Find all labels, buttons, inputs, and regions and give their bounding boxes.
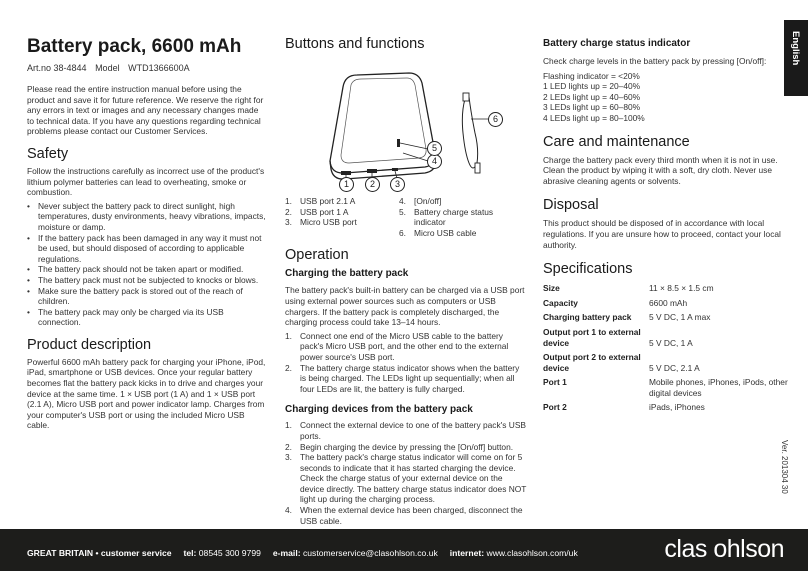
list-item: [285, 331, 527, 363]
charging-text: The battery pack's built-in battery can be charged via a USB port using external power sources such as computers or USB chargers. If the battery pack is completely discharged, the charging process could take 13–14 hours.: [285, 285, 525, 328]
spec-key: Charging battery pack: [543, 312, 632, 323]
part-number: 4.: [399, 196, 406, 206]
spec-key: Capacity: [543, 297, 578, 308]
step-text: Connect one end of the Micro USB cable to the battery pack's Micro USB port, and the other end to the external power source's USB port.: [300, 330, 509, 362]
list-item: [285, 420, 527, 441]
status-list: [543, 71, 788, 124]
part-label: USB port 1 A: [300, 206, 349, 217]
part-label: [On/off]: [414, 196, 442, 206]
list-item: [285, 207, 399, 218]
spec-value: 5 V DC, 1 A: [649, 337, 693, 348]
table-row: [543, 352, 788, 377]
table-row: [543, 327, 788, 352]
spec-value: 6600 mAh: [649, 297, 688, 308]
part-label: Battery charge status indicator: [413, 206, 494, 228]
model-label: Model: [95, 63, 120, 73]
product-heading: Product description: [27, 336, 152, 353]
list-item: • The battery pack must not be subjected to knocks or blows.: [27, 275, 267, 286]
art-number: Art.no 38-4844: [27, 63, 87, 73]
spec-key: Port 1: [543, 377, 567, 388]
list-item: • If the battery pack has been damaged in any way it must not be used, but should disposed of according to applicable regulations.: [27, 233, 267, 265]
language-tab: [784, 20, 808, 96]
tel-value: 08545 300 9799: [198, 548, 261, 558]
safety-list: [27, 201, 267, 328]
table-row: [543, 312, 788, 327]
middle-column: [285, 36, 527, 526]
list-item: • The battery pack may only be charged via its USB connection.: [27, 307, 267, 328]
list-item: 2 LEDs light up = 40–60%: [543, 91, 641, 102]
parts-left: [285, 196, 399, 238]
list-item: • Never subject the battery pack to direct sunlight, high temperatures, dusty environments, heavy vibrations, impacts, moisture or damp.: [27, 201, 267, 233]
list-item: [399, 207, 527, 228]
disposal-text: This product should be disposed of in accordance with local regulations. If you are unsure how to proceed, contact your local authority.: [543, 218, 781, 250]
safety-text: Follow the instructions carefully as incorrect use of the product's lithium polymer batteries can lead to overheating, smoke or combustion.: [27, 165, 265, 198]
devices-heading: Charging devices from the battery pack: [285, 404, 473, 416]
status-text: Check charge levels in the battery pack by pressing [On/off]:: [543, 56, 767, 66]
callout-4: 4: [427, 154, 442, 169]
footer: [0, 529, 808, 571]
step-number: 2.: [285, 441, 292, 452]
spec-value: 11 × 8.5 × 1.5 cm: [649, 283, 714, 294]
spec-value: Mobile phones, iPhones, iPods, other digital devices: [649, 377, 788, 398]
list-item: Flashing indicator = <20%: [543, 70, 640, 81]
page-title: Battery pack, 6600 mAh: [27, 36, 242, 57]
spec-value: 5 V DC, 1 A max: [649, 312, 711, 323]
language-label: English: [790, 31, 801, 66]
part-label: Micro USB cable: [414, 227, 477, 238]
part-number: 5.: [399, 206, 406, 217]
safety-heading: Safety: [27, 145, 69, 162]
status-heading: Battery charge status indicator: [543, 38, 691, 49]
list-item: • Make sure the battery pack is stored out of the reach of children.: [27, 286, 267, 307]
part-number: 3.: [285, 217, 292, 228]
footer-service: customer service: [100, 548, 172, 558]
part-number: 1.: [285, 196, 292, 206]
list-item: [399, 228, 527, 239]
footer-country: GREAT BRITAIN: [27, 548, 94, 558]
care-heading: Care and maintenance: [543, 133, 690, 150]
spec-key: Size: [543, 283, 560, 294]
table-row: [543, 283, 788, 298]
spec-key: Port 2: [543, 402, 567, 413]
disposal-heading: Disposal: [543, 197, 599, 214]
internet-link[interactable]: www.clasohlson.com/uk: [486, 548, 578, 558]
model-value: WTD1366600A: [128, 63, 190, 73]
charging-heading: Charging the battery pack: [285, 268, 409, 280]
product-text: Powerful 6600 mAh battery pack for charging your iPhone, iPod, iPad, smartphone or USB devices. Once your regular battery becomes flat the battery pack kicks in to drive and charges your device at the same time. 1 × USB port (1 A) and 1 × USB port (2.1 A), Micro USB port and power indicator lamp. Charges from your computer's USB port or using the included Micro USB cable.: [27, 356, 266, 431]
tel-label: tel:: [183, 548, 197, 558]
part-label: Micro USB port: [300, 217, 357, 228]
brand-logo: clas ohlson: [664, 535, 784, 563]
step-number: 4.: [285, 505, 292, 516]
parts-list: [285, 196, 527, 238]
callout-3: 3: [390, 177, 405, 192]
email-label: e-mail:: [272, 548, 301, 558]
specs-heading: Specifications: [543, 261, 633, 278]
devices-steps: [285, 420, 527, 526]
left-column: [27, 36, 267, 431]
list-item: [285, 217, 399, 228]
step-number: 3.: [285, 452, 292, 463]
list-item: [285, 196, 399, 207]
part-number: 6.: [399, 227, 406, 238]
step-number: 1.: [285, 330, 292, 341]
list-item: 1 LED lights up = 20–40%: [543, 81, 641, 92]
list-item: [285, 452, 527, 505]
table-row: [543, 377, 788, 402]
spec-value: iPads, iPhones: [649, 402, 705, 413]
intro-text: Please read the entire instruction manual before using the product and save it for future reference. We reserve the right for any errors in text or images and any necessary changes made to technical data. If you have any questions regarding technical problems please contact our Customer Services.: [27, 84, 264, 137]
step-text: When the external device has been charged, disconnect the USB cable.: [300, 505, 523, 526]
spec-value: 5 V DC, 2.1 A: [649, 362, 700, 373]
table-row: [543, 402, 788, 417]
operation-heading: Operation: [285, 247, 349, 264]
part-number: 2.: [285, 206, 292, 217]
list-item: 4 LEDs light up = 80–100%: [543, 112, 645, 123]
version-label: Ver. 201304 30: [780, 440, 789, 494]
step-text: The battery pack's charge status indicator will come on for 5 seconds to indicate that it has started charging the device. Check the charge status of your external device on the device directly. The battery charge status indicator does NOT light up during the charging process.: [300, 452, 527, 505]
step-number: 2.: [285, 362, 292, 373]
spec-key: Output port 2 to external device: [543, 352, 641, 373]
callout-1: 1: [339, 177, 354, 192]
spec-key: Output port 1 to external device: [543, 326, 641, 348]
step-text: Begin charging the device by pressing the [On/off] button.: [300, 441, 514, 452]
step-number: 1.: [285, 420, 292, 431]
part-label: USB port 2.1 A: [300, 196, 356, 206]
specs-table: [543, 283, 788, 417]
list-item: [285, 505, 527, 526]
step-text: The battery charge status indicator shows when the battery is being charged. The LEDs light up sequentially; when all four LEDs are lit, the battery is fully charged.: [300, 362, 520, 394]
charging-steps: [285, 331, 527, 395]
list-item: [285, 363, 527, 395]
care-text: Charge the battery pack every third month when it is not in use. Clean the product by wiping it with a soft, dry cloth. Never use abrasive cleaning agents or solvents.: [543, 154, 778, 186]
list-item: • The battery pack should not be taken apart or modified.: [27, 264, 267, 275]
parts-right: [399, 196, 527, 238]
list-item: [399, 196, 527, 207]
product-illustration: [285, 53, 527, 193]
article-number: [27, 63, 267, 73]
callout-6: 6: [488, 112, 503, 127]
table-row: [543, 298, 788, 313]
buttons-heading: Buttons and functions: [285, 36, 425, 52]
email-link[interactable]: customerservice@clasohlson.co.uk: [302, 548, 438, 558]
list-item: 3 LEDs light up = 60–80%: [543, 102, 641, 113]
callout-5: 5: [427, 141, 442, 156]
step-text: Connect the external device to one of the battery pack's USB ports.: [300, 420, 526, 441]
list-item: [285, 442, 527, 453]
callout-2: 2: [365, 177, 380, 192]
internet-label: internet:: [449, 548, 485, 558]
footer-contact: GREAT BRITAIN • customer service tel: 08545 300 9799 e-mail: customerservice@clasohlson.co.uk internet: www.clasohlson.com/uk: [27, 548, 578, 558]
right-column: [543, 36, 788, 417]
